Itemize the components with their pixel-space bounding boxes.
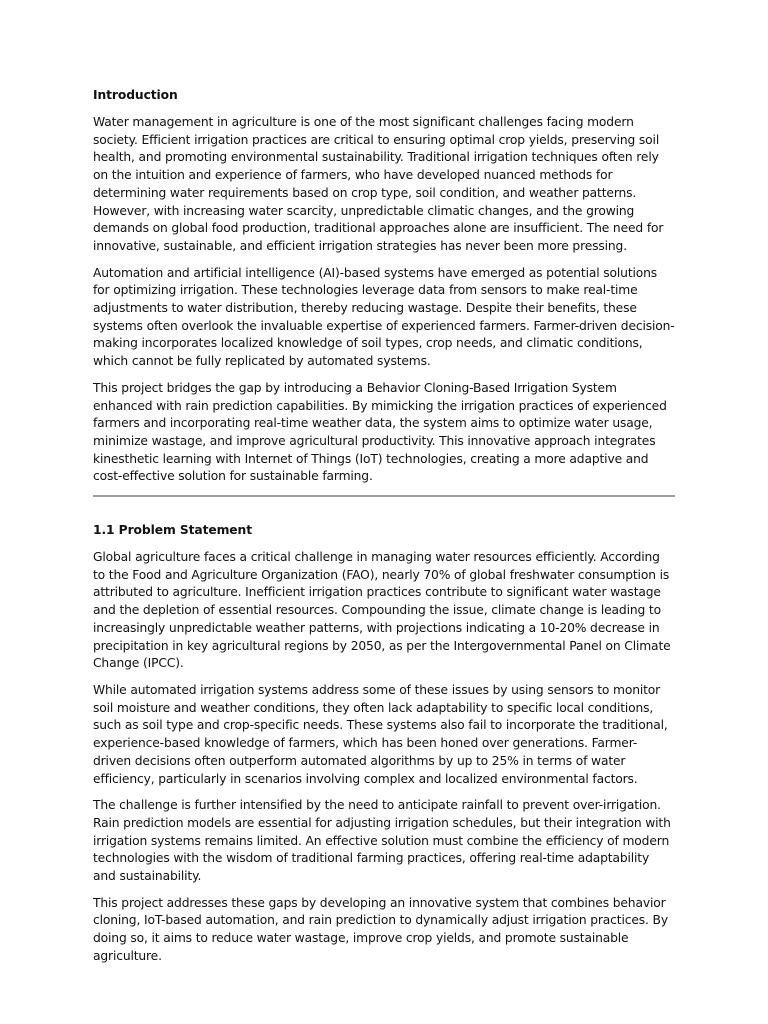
problem-statement-paragraph-1: Global agriculture faces a critical challenge in managing water resources efficiently. According to the Food and Agriculture Organization (FAO), nearly 70% of global freshwater consumption is attributed to agriculture. Inefficient irrigation practices contribute to significant water wastage and the depletion of essential resources. Compounding the issue, climate change is leading to increasingly unpredictable weather patterns, with projections indicating a 10-20% decrease in precipitation in key agricultural regions by 2050, as per the Intergovernmental Panel on Climate Change (IPCC). — [93, 550, 671, 671]
introduction-paragraph-3: This project bridges the gap by introducing a Behavior Cloning-Based Irrigation System enhanced with rain prediction capabilities. By mimicking the irrigation practices of experienced farmers and incorporating real-time weather data, the system aims to optimize water usage, minimize wastage, and improve agricultural productivity. This innovative approach integrates kinesthetic learning with Internet of Things (IoT) technologies, creating a more adaptive and cost-effective solution for sustainable farming. — [93, 380, 667, 484]
problem-statement-paragraph-4: This project addresses these gaps by developing an innovative system that combines behavior cloning, IoT-based automation, and rain prediction to dynamically adjust irrigation practices. By doing so, it aims to reduce water wastage, improve crop yields, and promote sustainable agriculture. — [93, 895, 668, 963]
problem-statement-heading: 1.1 Problem Statement — [93, 523, 252, 538]
section-divider — [93, 495, 675, 497]
problem-statement-paragraph-2: While automated irrigation systems address some of these issues by using sensors to monitor soil moisture and weather conditions, they often lack adaptability to specific local conditions, such as soil type and crop-specific needs. These systems also fail to incorporate the traditional, experience-based knowledge of farmers, which has been honed over generations. Farmer-driven decisions often outperform automated algorithms by up to 25% in terms of water efficiency, particularly in scenarios involving complex and localized environmental factors. — [93, 682, 668, 786]
document-page — [93, 86, 675, 975]
problem-statement-section — [93, 521, 675, 965]
introduction-section — [93, 86, 675, 486]
problem-statement-paragraph-3: The challenge is further intensified by the need to anticipate rainfall to prevent over-irrigation. Rain prediction models are essential for adjusting irrigation schedules, but their integration with irrigation systems remains limited. An effective solution must combine the efficiency of modern technologies with the wisdom of traditional farming practices, offering real-time adaptability and sustainability. — [93, 798, 671, 884]
introduction-paragraph-2: Automation and artificial intelligence (AI)-based systems have emerged as potential solutions for optimizing irrigation. These technologies leverage data from sensors to make real-time adjustments to water distribution, thereby reducing wastage. Despite their benefits, these systems often overlook the invaluable expertise of experienced farmers. Farmer-driven decision-making incorporates localized knowledge of soil types, crop needs, and climatic conditions, which cannot be fully replicated by automated systems. — [93, 265, 675, 369]
introduction-paragraph-1: Water management in agriculture is one of the most significant challenges facing modern society. Efficient irrigation practices are critical to ensuring optimal crop yields, preserving soil health, and promoting environmental sustainability. Traditional irrigation techniques often rely on the intuition and experience of farmers, who have developed nuanced methods for determining water requirements based on crop type, soil condition, and weather patterns. However, with increasing water scarcity, unpredictable climatic changes, and the growing demands on global food production, traditional approaches alone are insufficient. The need for innovative, sustainable, and efficient irrigation strategies has never been more pressing. — [93, 115, 664, 253]
introduction-heading: Introduction — [93, 88, 178, 102]
